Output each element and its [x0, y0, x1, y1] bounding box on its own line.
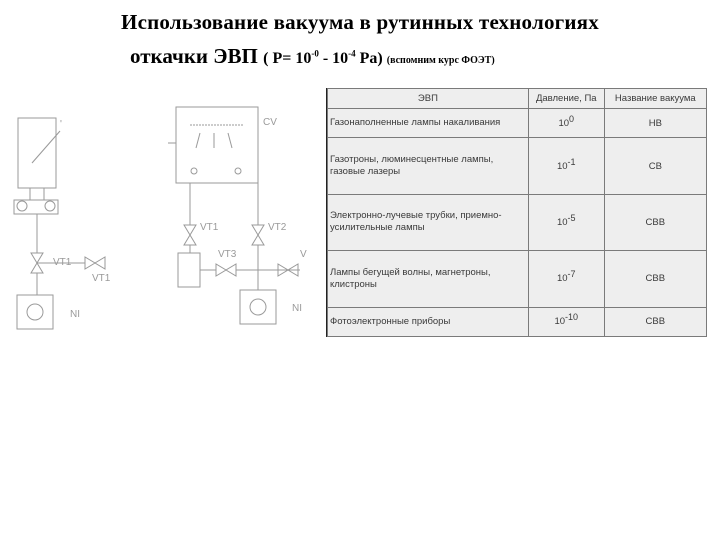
pressure-cell: $10^0$	[528, 109, 604, 138]
title-pressure-range	[263, 50, 387, 67]
label-vt1-side: VT1	[92, 273, 111, 284]
label-vt2: VT2	[268, 222, 287, 233]
vacuum-cell: НВ	[604, 109, 706, 138]
vacuum-cell: СВ	[604, 138, 706, 194]
label-vt1: VT1	[200, 222, 219, 233]
pressure-mid: - 10	[318, 50, 349, 67]
device-cell: Электронно-лучевые трубки, приемно-усилительные лампы	[328, 194, 529, 250]
device-cell: Лампы бегущей волны, магнетроны, клистроны	[328, 251, 529, 307]
left-flange-seal-1	[17, 201, 27, 211]
pressure-suffix: Pa)	[355, 50, 387, 67]
slide-title-line1: Использование вакуума в рутинных технологиях	[121, 10, 599, 34]
header-vacuum-name: Название вакуума	[604, 89, 706, 109]
auxiliary-pump	[178, 253, 200, 287]
vacuum-cell: СВВ	[604, 251, 706, 307]
evp-vacuum-table	[327, 88, 707, 337]
table-row	[328, 307, 707, 336]
label-ni-right: NI	[292, 303, 302, 314]
right-chamber-cv	[176, 107, 258, 183]
left-valve-vt1-side	[85, 257, 105, 269]
device-cell: Фотоэлектронные приборы	[328, 307, 529, 336]
valve-vt2	[252, 225, 264, 245]
evp-table	[327, 88, 707, 337]
left-pump-ni	[17, 295, 53, 329]
right-pump-ni	[240, 290, 276, 324]
header-pressure: Давление, Па	[528, 89, 604, 109]
device-cell: Газонаполненные лампы накаливания	[328, 109, 529, 138]
valve-vt3	[216, 264, 236, 276]
slide-title-line2	[130, 44, 495, 69]
pressure-exp-2: -4	[348, 48, 356, 59]
valve-vt1	[184, 225, 196, 245]
label-v: V	[300, 249, 307, 260]
pressure-prefix: ( P= 10	[263, 50, 312, 67]
table-header-row	[328, 89, 707, 109]
label-ni-left: NI	[70, 309, 80, 320]
table-row	[328, 194, 707, 250]
pressure-cell: $10^{-1}$	[528, 138, 604, 194]
label-cv: CV	[263, 117, 277, 128]
pressure-cell: $10^{-7}$	[528, 251, 604, 307]
pressure-cell: $10^{-5}$	[528, 194, 604, 250]
device-cell: Газотроны, люминесцентные лампы, газовые лазеры	[328, 138, 529, 194]
label-vt3: VT3	[218, 249, 237, 260]
table-row	[328, 138, 707, 194]
vacuum-pumping-schematic	[0, 85, 330, 345]
title-note: (вспомним курс ФОЭТ)	[386, 55, 495, 66]
table-row	[328, 109, 707, 138]
label-vt1-left: VT1	[53, 257, 72, 268]
vacuum-cell: СВВ	[604, 194, 706, 250]
table-row	[328, 251, 707, 307]
pressure-exp-1: -0	[311, 48, 319, 59]
header-evp: ЭВП	[328, 89, 529, 109]
title-main-text: откачки ЭВП	[130, 44, 264, 68]
left-flange-seal-2	[45, 201, 55, 211]
vacuum-cell: СВВ	[604, 307, 706, 336]
left-chamber-shape	[18, 118, 56, 188]
label-gauge-left: '	[60, 119, 62, 130]
pressure-cell: $10^{-10}$	[528, 307, 604, 336]
